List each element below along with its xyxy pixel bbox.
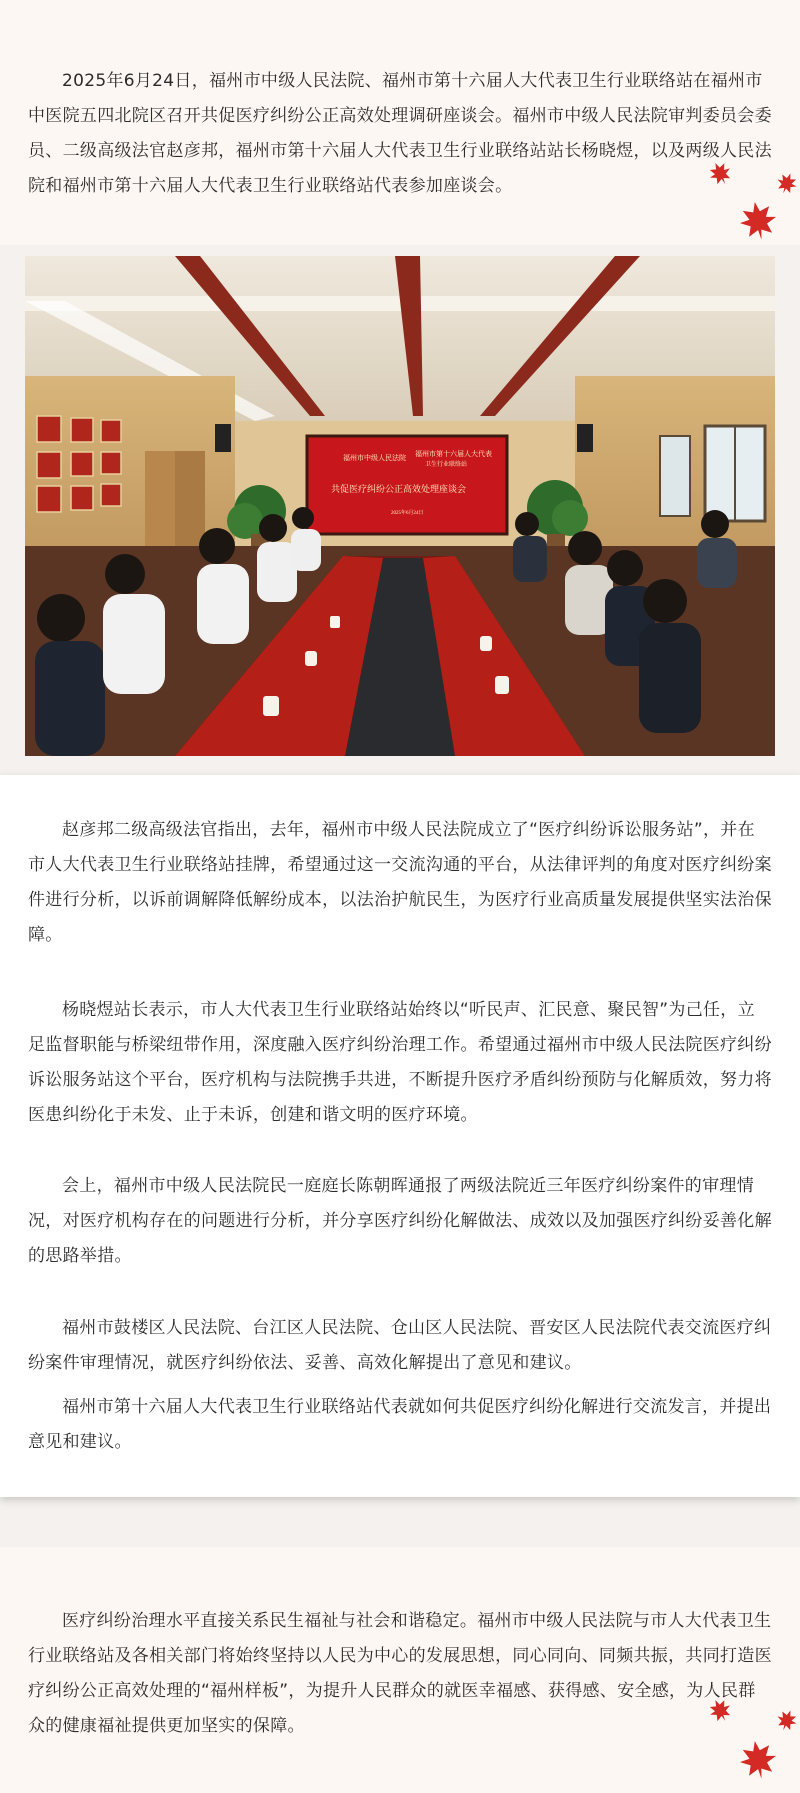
maple-leaf-icon [708,160,732,186]
banner-title: 共促医疗纠纷公正高效处理座谈会 [331,484,467,494]
maple-leaf-icon [776,1707,798,1733]
maple-leaf-icon [738,1737,778,1781]
intro-card [0,0,800,245]
closing-card [0,1547,800,1793]
body-paragraph: 福州市鼓楼区人民法院、台江区人民法院、仓山区人民法院、晋安区人民法院代表交流医疗纠纷案件审理情况，就医疗纠纷依法、妥善、高效化解提出了意见和建议。 [28,1318,772,1373]
body-card [0,775,800,1497]
maple-leaf-icon [776,170,798,196]
banner-right-2: 卫生行业联络站 [425,462,468,468]
banner-right-1: 福州市第十六届人大代表 [415,450,492,458]
maple-leaf-icon [738,198,778,242]
banner-left: 福州市中级人民法院 [343,454,406,462]
banner-date: 2025年6月24日 [391,511,424,516]
meeting-photo [25,256,775,756]
body-paragraph: 福州市第十六届人大代表卫生行业联络站代表就如何共促医疗纠纷化解进行交流发言，并提出意见和建议。 [28,1397,772,1452]
body-paragraph: 赵彦邦二级高级法官指出，去年，福州市中级人民法院成立了“医疗纠纷诉讼服务站”，并在市人大代表卫生行业联络站挂牌，希望通过这一交流沟通的平台，从法律评判的角度对医疗纠纷案件进行分析，以诉前调解降低解纷成本，以法治护航民生，为医疗行业高质量发展提供坚实法治保障。 [28,820,772,945]
body-paragraph: 会上，福州市中级人民法院民一庭庭长陈朝晖通报了两级法院近三年医疗纠纷案件的审理情况，对医疗机构存在的问题进行分析，并分享医疗纠纷化解做法、成效以及加强医疗纠纷妥善化解的思路举措。 [28,1176,772,1266]
body-paragraph: 杨晓煜站长表示，市人大代表卫生行业联络站始终以“听民声、汇民意、聚民智”为己任，立足监督职能与桥梁纽带作用，深度融入医疗纠纷治理工作。希望通过福州市中级人民法院医疗纠纷诉讼服务站这个平台，医疗机构与法院携手共进，不断提升医疗矛盾纠纷预防与化解质效，努力将医患纠纷化于未发、止于未诉，创建和谐文明的医疗环境。 [28,1000,772,1125]
intro-paragraph: 2025年6月24日，福州市中级人民法院、福州市第十六届人大代表卫生行业联络站在福州市中医院五四北院区召开共促医疗纠纷公正高效处理调研座谈会。福州市中级人民法院审判委员会委员、二级高级法官赵彦邦，福州市第十六届人大代表卫生行业联络站站长杨晓煜，以及两级人民法院和福州市第十六届人大代表卫生行业联络站代表参加座谈会。 [28,71,772,196]
closing-paragraph: 医疗纠纷治理水平直接关系民生福祉与社会和谐稳定。福州市中级人民法院与市人大代表卫生行业联络站及各相关部门将始终坚持以人民为中心的发展思想，同心同向、同频共振，共同打造医疗纠纷公正高效处理的“福州样板”，为提升人民群众的就医幸福感、获得感、安全感，为人民群众的健康福祉提供更加坚实的保障。 [28,1611,772,1736]
maple-leaf-icon [708,1697,732,1723]
